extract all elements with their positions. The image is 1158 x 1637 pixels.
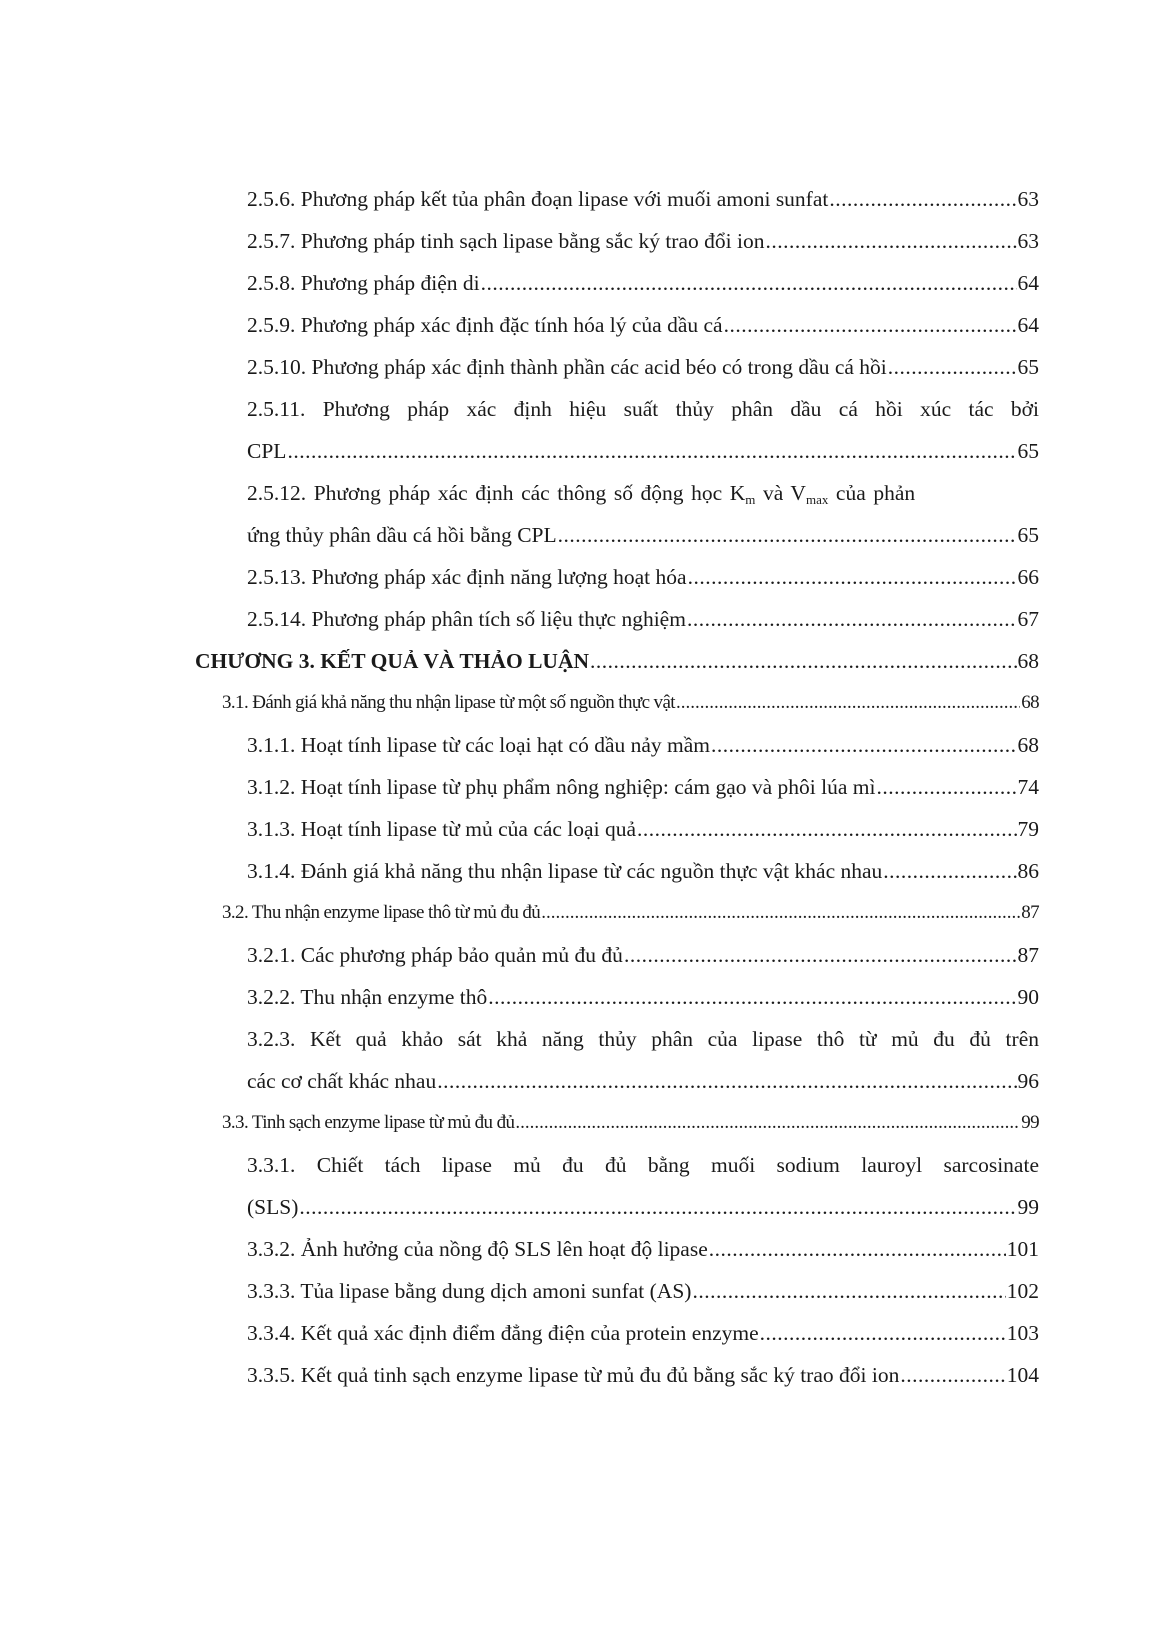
toc-leader-dots [829,186,1016,212]
toc-entry-page: 87 [1021,902,1039,923]
toc-entry-text: của phản [828,481,916,505]
toc-leader-dots [709,1236,1006,1262]
toc-entry-title: 3.1.4. Đánh giá khả năng thu nhận lipase từ các nguồn thực vật khác nhau [247,859,883,883]
toc-entry-title: 2.5.13. Phương pháp xác định năng lượng hoạt hóa [247,565,687,589]
toc-section-3-2[interactable] [222,900,1039,926]
toc-entry-page: 99 [1021,1112,1039,1133]
toc-entry-2-5-6[interactable] [247,186,1039,212]
toc-entry-3-1-2[interactable] [247,774,1039,800]
toc-leader-dots [590,648,1016,674]
toc-entry-title: 3.3.4. Kết quả xác định điểm đẳng điện của protein enzyme [247,1321,759,1345]
toc-leader-dots [541,900,1020,926]
subscript-max: max [805,492,829,507]
toc-entry-page: 96 [1017,1069,1039,1093]
toc-entry-page: 68 [1021,692,1039,713]
toc-section-title: 3.3. Tinh sạch enzyme lipase từ mủ đu đủ [222,1112,515,1133]
toc-chapter-3[interactable] [195,648,1039,674]
toc-entry-3-2-1[interactable] [247,942,1039,968]
toc-entry-title: 3.1.3. Hoạt tính lipase từ mủ của các loại quả [247,817,636,841]
toc-entry-title: 2.5.8. Phương pháp điện di [247,271,480,295]
toc-entry-3-3-3[interactable] [247,1278,1039,1304]
toc-entry-title: CPL [247,439,287,463]
toc-entry-title: 3.3.2. Ảnh hưởng của nồng độ SLS lên hoạt độ lipase [247,1237,708,1261]
toc-leader-dots [876,774,1016,800]
toc-entry-2-5-11-line1[interactable]: 2.5.11. Phương pháp xác định hiệu suất thủy phân dầu cá hồi xúc tác bởi [247,397,1039,421]
toc-leader-dots [481,270,1017,296]
toc-entry-text: và V [755,481,806,505]
toc-leader-dots [711,732,1016,758]
toc-entry-title: 2.5.14. Phương pháp phân tích số liệu thực nghiệm [247,607,686,631]
toc-entry-3-3-5[interactable] [247,1362,1039,1388]
toc-entry-page: 79 [1017,817,1039,841]
toc-leader-dots [687,606,1017,632]
toc-leader-dots [676,690,1020,716]
toc-entry-title: các cơ chất khác nhau [247,1069,437,1093]
toc-entry-3-2-3[interactable] [247,1068,1039,1094]
toc-entry-page: 64 [1017,313,1039,337]
toc-entry-text: 2.5.12. Phương pháp xác định các thông số động học K [247,481,746,505]
toc-entry-title: 2.5.7. Phương pháp tinh sạch lipase bằng sắc ký trao đổi ion [247,229,765,253]
toc-entry-title: 3.3.3. Tủa lipase bằng dung dịch amoni sunfat (AS) [247,1279,692,1303]
toc-entry-3-2-3-line1[interactable]: 3.2.3. Kết quả khảo sát khả năng thủy phân của lipase thô từ mủ đu đủ trên [247,1027,1039,1051]
toc-entry-3-1-4[interactable] [247,858,1039,884]
toc-entry-page: 63 [1017,187,1039,211]
toc-entry-2-5-10[interactable] [247,354,1039,380]
toc-section-title: 3.2. Thu nhận enzyme lipase thô từ mủ đu đủ [222,902,541,923]
toc-chapter-title: CHƯƠNG 3. KẾT QUẢ VÀ THẢO LUẬN [195,649,590,673]
toc-entry-page: 74 [1017,775,1039,799]
toc-entry-page: 66 [1017,565,1039,589]
toc-entry-2-5-11[interactable] [247,438,1039,464]
toc-entry-page: 64 [1017,271,1039,295]
toc-entry-page: 104 [1006,1363,1039,1387]
toc-leader-dots [765,228,1016,254]
toc-entry-2-5-8[interactable] [247,270,1039,296]
toc-entry-2-5-9[interactable] [247,312,1039,338]
toc-entry-title: 2.5.6. Phương pháp kết tủa phân đoạn lipase với muối amoni sunfat [247,187,829,211]
toc-leader-dots [900,1362,1005,1388]
toc-leader-dots [515,1110,1020,1136]
toc-section-title: 3.1. Đánh giá khả năng thu nhận lipase từ một số nguồn thực vật [222,692,675,713]
toc-leader-dots [724,312,1017,338]
toc-entry-3-3-1-line1[interactable]: 3.3.1. Chiết tách lipase mủ đu đủ bằng muối sodium lauroyl sarcosinate [247,1153,1039,1177]
toc-section-3-3[interactable] [222,1110,1039,1136]
toc-leader-dots [637,816,1017,842]
toc-entry-page: 101 [1006,1237,1039,1261]
toc-entry-title: 3.3.5. Kết quả tinh sạch enzyme lipase từ mủ đu đủ bằng sắc ký trao đổi ion [247,1363,900,1387]
toc-entry-2-5-12-line1[interactable] [247,480,1039,506]
toc-entry-page: 63 [1017,229,1039,253]
toc-entry-page: 103 [1006,1321,1039,1345]
toc-entry-3-2-2[interactable] [247,984,1039,1010]
subscript-m: m [745,492,756,507]
toc-section-3-1[interactable] [222,690,1039,716]
toc-entry-page: 67 [1017,607,1039,631]
toc-entry-3-3-2[interactable] [247,1236,1039,1262]
toc-entry-title: 3.2.1. Các phương pháp bảo quản mủ đu đủ [247,943,623,967]
toc-leader-dots [558,522,1017,548]
toc-entry-page: 99 [1017,1195,1039,1219]
toc-entry-3-3-4[interactable] [247,1320,1039,1346]
toc-leader-dots [888,354,1017,380]
toc-entry-page: 65 [1017,523,1039,547]
toc-entry-title: (SLS) [247,1195,299,1219]
toc-entry-page: 102 [1006,1279,1039,1303]
toc-entry-2-5-13[interactable] [247,564,1039,590]
toc-entry-page: 68 [1017,733,1039,757]
toc-entry-3-3-1[interactable] [247,1194,1039,1220]
toc-entry-page: 87 [1017,943,1039,967]
toc-entry-title: 3.1.2. Hoạt tính lipase từ phụ phẩm nông nghiệp: cám gạo và phôi lúa mì [247,775,876,799]
toc-entry-title: 2.5.10. Phương pháp xác định thành phần các acid béo có trong dầu cá hồi [247,355,887,379]
toc-entry-2-5-14[interactable] [247,606,1039,632]
toc-leader-dots [692,1278,1005,1304]
toc-entry-title: 3.2.2. Thu nhận enzyme thô [247,985,488,1009]
toc-entry-page: 86 [1017,859,1039,883]
toc-leader-dots [299,1194,1016,1220]
toc-entry-2-5-7[interactable] [247,228,1039,254]
toc-leader-dots [488,984,1016,1010]
toc-entry-title: 2.5.9. Phương pháp xác định đặc tính hóa lý của dầu cá [247,313,723,337]
toc-leader-dots [287,438,1016,464]
toc-entry-page: 65 [1017,355,1039,379]
toc-entry-3-1-3[interactable] [247,816,1039,842]
toc-entry-3-1-1[interactable] [247,732,1039,758]
toc-entry-2-5-12[interactable] [247,522,1039,548]
toc-leader-dots [624,942,1017,968]
toc-entry-page: 90 [1017,985,1039,1009]
toc-entry-title: 3.1.1. Hoạt tính lipase từ các loại hạt có dầu nảy mầm [247,733,711,757]
toc-entry-title: ứng thủy phân dầu cá hồi bằng CPL [247,523,557,547]
toc-leader-dots [760,1320,1006,1346]
toc-leader-dots [437,1068,1016,1094]
toc-leader-dots [883,858,1016,884]
toc-entry-page: 65 [1017,439,1039,463]
toc-leader-dots [688,564,1017,590]
toc-entry-page: 68 [1017,649,1039,673]
